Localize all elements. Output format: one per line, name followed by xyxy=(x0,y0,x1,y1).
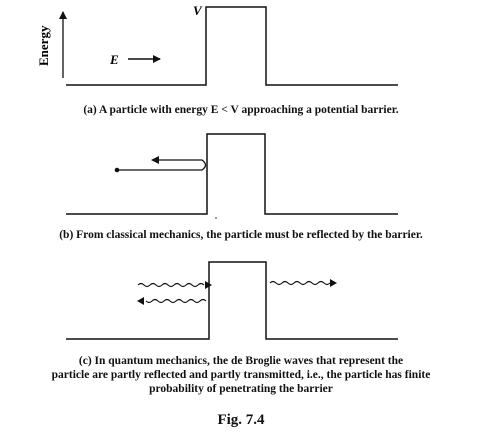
potential-barrier-b xyxy=(66,134,398,214)
reflected-wave xyxy=(146,300,206,303)
panel-c-diagram xyxy=(66,262,398,339)
caption-c-line-3: probability of penetrating the barrier xyxy=(149,383,333,395)
caption-b: (b) From classical mechanics, the particle must be reflected by the barrier. xyxy=(59,229,423,241)
potential-barrier-a xyxy=(66,7,398,85)
panel-b-diagram xyxy=(66,134,398,214)
transmitted-wave-arrowhead xyxy=(330,279,337,287)
caption-c-line-2: particle are partly reflected and partly transmitted, i.e., the particle has finite xyxy=(51,369,431,381)
dust-speck xyxy=(215,217,217,219)
caption-c xyxy=(10,354,472,396)
potential-barrier-c xyxy=(66,262,398,339)
caption-a: (a) A particle with energy E < V approaching a potential barrier. xyxy=(83,104,399,116)
classical-reflection-path xyxy=(117,160,206,170)
reflected-wave-arrowhead xyxy=(137,297,144,305)
barrier-v-label: V xyxy=(193,3,202,18)
energy-e-label: E xyxy=(110,52,119,67)
incident-wave xyxy=(138,284,204,287)
particle-dot xyxy=(115,168,120,173)
panel-a-diagram xyxy=(36,3,398,85)
figure-label: Fig. 7.4 xyxy=(217,412,265,428)
energy-axis-label: Energy xyxy=(36,25,51,66)
transmitted-wave xyxy=(270,282,330,285)
caption-c-line-1: (c) In quantum mechanics, the de Broglie waves that represent the xyxy=(78,355,404,367)
